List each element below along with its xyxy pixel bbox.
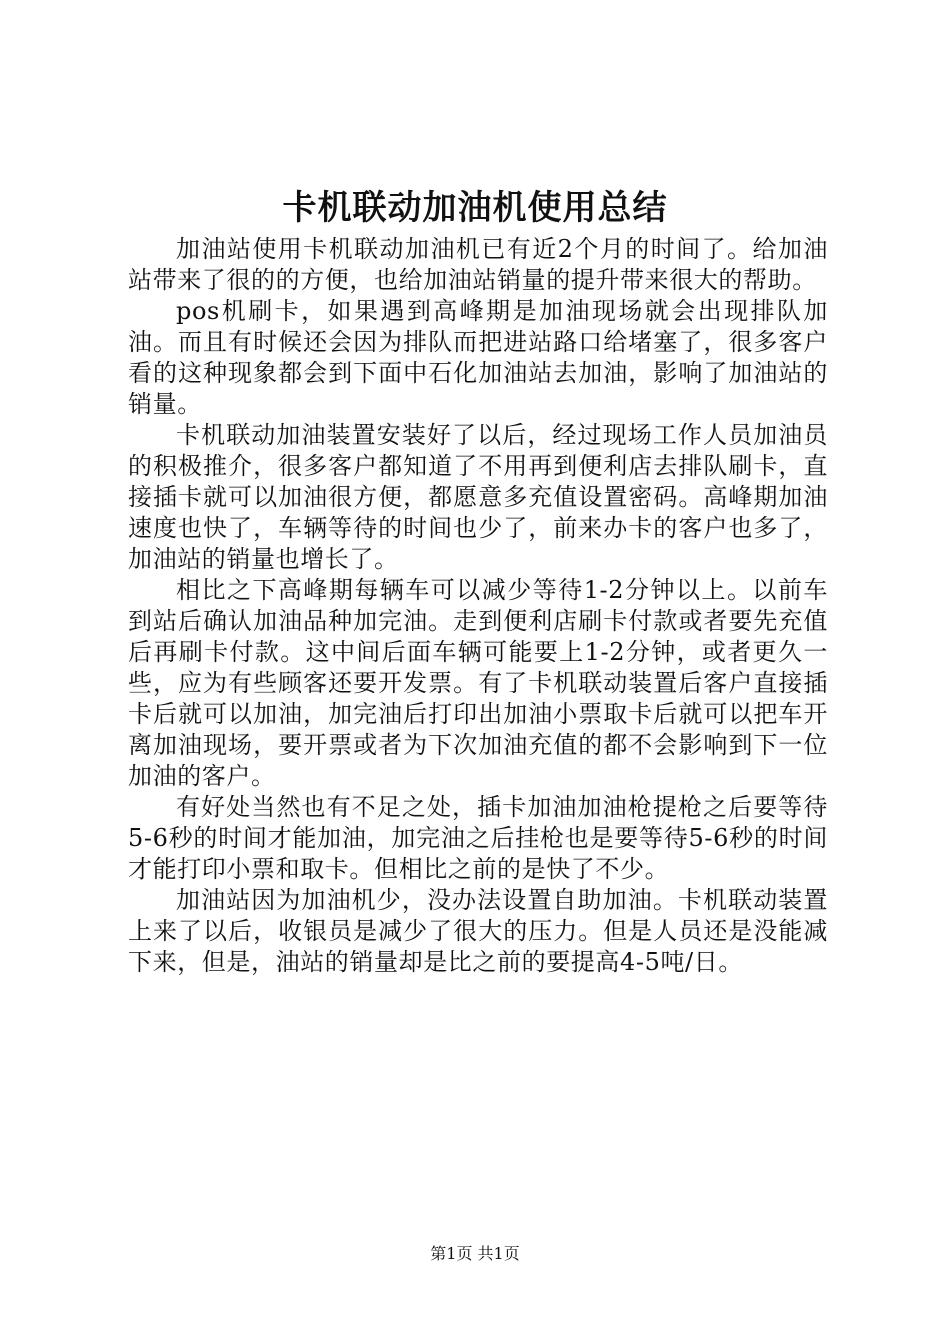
paragraph-3: 卡机联动加油装置安装好了以后，经过现场工作人员加油员的积极推介，很多客户都知道了不用再到便利店去排队刷卡，直接插卡就可以加油很方便，都愿意多充值设置密码。高峰期加油速度也快了，车辆等待的时间也少了，前来办卡的客户也多了，加油站的销量也增长了。 — [128, 421, 828, 573]
page-footer: 第1页 共1页 — [430, 1244, 520, 1263]
paragraph-2: pos机刷卡，如果遇到高峰期是加油现场就会出现排队加油。而且有时候还会因为排队而把进站路口给堵塞了，很多客户看的这种现象都会到下面中石化加油站去加油，影响了加油站的销量。 — [128, 297, 828, 418]
paragraph-6: 加油站因为加油机少，没办法设置自助加油。卡机联动装置上来了以后，收银员是减少了很大的压力。但是人员还是没能减下来，但是，油站的销量却是比之前的要提高4-5吨/日。 — [128, 886, 828, 976]
paragraph-5: 有好处当然也有不足之处，插卡加油加油枪提枪之后要等待5-6秒的时间才能加油，加完油之后挂枪也是要等待5-6秒的时间才能打印小票和取卡。但相比之前的是快了不少。 — [128, 793, 828, 883]
document-body — [128, 234, 828, 978]
document-title: 卡机联动加油机使用总结 — [282, 188, 668, 228]
paragraph-1: 加油站使用卡机联动加油机已有近2个月的时间了。给加油站带来了很的的方便，也给加油站销量的提升带来很大的帮助。 — [128, 235, 828, 294]
paragraph-4: 相比之下高峰期每辆车可以减少等待1-2分钟以上。以前车到站后确认加油品种加完油。走到便利店刷卡付款或者要先充值后再刷卡付款。这中间后面车辆可能要上1-2分钟，或者更久一些，应为有些顾客还要开发票。有了卡机联动装置后客户直接插卡后就可以加油，加完油后打印出加油小票取卡后就可以把车开离加油现场，要开票或者为下次加油充值的都不会影响到下一位加油的客户。 — [128, 576, 828, 790]
